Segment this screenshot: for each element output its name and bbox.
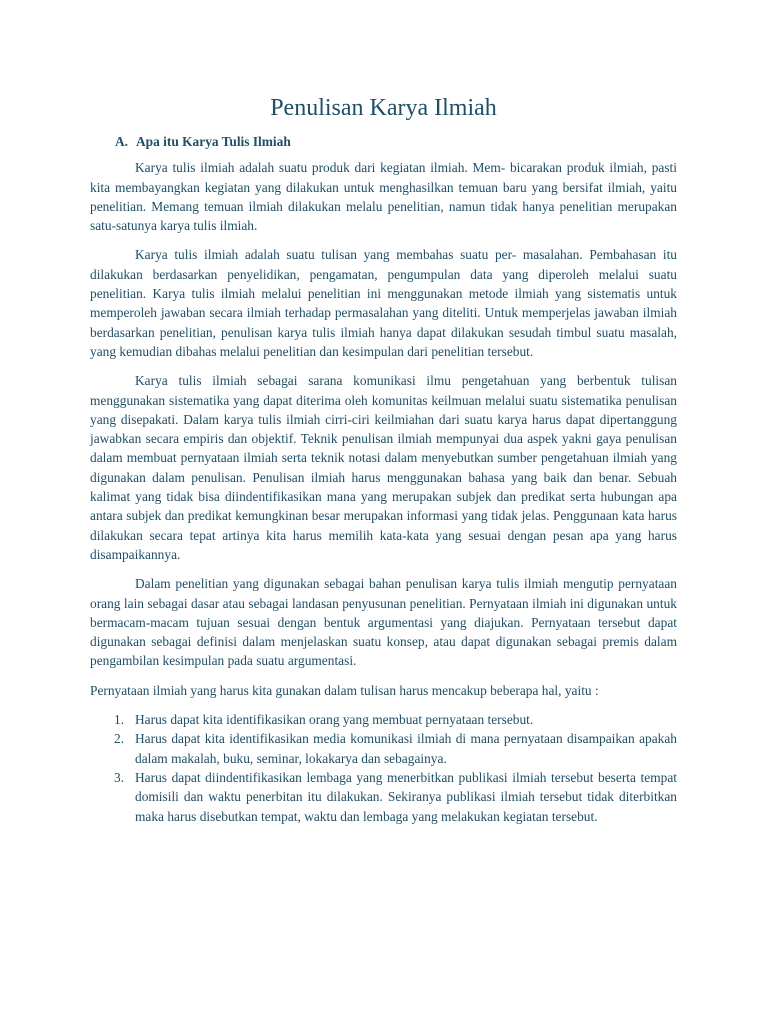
paragraph: Karya tulis ilmiah adalah suatu tulisan yang membahas suatu per- masalahan. Pembahasan itu dilakukan berdasarkan penyelidikan, pengamatan, pengumpulan data yang diperoleh melalui suatu penelitian. Karya tulis ilmiah melalui penelitian ini menggunakan metode ilmiah yang sistematis untuk memperoleh jawaban secara ilmiah terhadap permasalahan yang diteliti. Untuk memperjelas jawaban ilmiah berdasarkan penelitian, penulisan karya tulis ilmiah hanya dapat dilakukan sesudah timbul suatu masalah, yang kemudian dibahas melalui penelitian dan kesimpulan dari penelitian tersebut. xyxy=(90,247,677,359)
list-item-text: Harus dapat diindentifikasikan lembaga yang menerbitkan publikasi ilmiah tersebut beserta tempat domisili dan waktu penerbitan itu dilakukan. Sekiranya publikasi ilmiah tersebut tidak diterbitkan maka harus disebutkan tempat, waktu dan lembaga yang melakukan kegiatan tersebut. xyxy=(135,769,677,824)
list-intro: Pernyataan ilmiah yang harus kita gunakan dalam tulisan harus mencakup beberapa hal, yaitu : xyxy=(90,682,599,698)
section-heading xyxy=(90,132,677,151)
document-title: Penulisan Karya Ilmiah xyxy=(270,95,497,121)
paragraph: Karya tulis ilmiah adalah suatu produk dari kegiatan ilmiah. Mem- bicarakan produk ilmiah, pasti kita membayangkan kegiatan yang dilakukan untuk menghasilkan temuan baru yang bersifat ilmiah, yaitu penelitian. Memang temuan ilmiah dilakukan melalu penelitian, namun tidak hanya penelitian merupakan satu-satunya karya tulis ilmiah. xyxy=(90,160,677,234)
list-item-text: Harus dapat kita identifikasikan orang yang membuat pernyataan tersebut. xyxy=(135,712,534,728)
list-item xyxy=(90,768,677,826)
list-item-number: 3. xyxy=(114,769,125,785)
list-item-number: 1. xyxy=(114,712,125,728)
list-item xyxy=(90,710,677,729)
section-marker: A. xyxy=(115,134,129,149)
section-heading-text: Apa itu Karya Tulis Ilmiah xyxy=(136,134,291,149)
list-item xyxy=(90,729,677,768)
requirements-list xyxy=(90,710,677,826)
paragraph: Dalam penelitian yang digunakan sebagai bahan penulisan karya tulis ilmiah mengutip pernyataan orang lain sebagai dasar atau sebagai landasan penyusunan penelitian. Pernyataan ilmiah ini digunakan untuk bermacam-macam tujuan sesuai dengan bentuk argumentasi yang diajukan. Pernyataan tersebut dapat digunakan sebagai definisi dalam menjelaskan suatu konsep, atau dapat digunakan sebagai premis dalam pengambilan kesimpulan pada suatu argumentasi. xyxy=(90,576,677,669)
paragraph: Karya tulis ilmiah sebagai sarana komunikasi ilmu pengetahuan yang berbentuk tulisan menggunakan sistematika yang dapat diterima oleh komunitas keilmuan melalui suatu sistematika penulisan yang disepakati. Dalam karya tulis ilmiah cirri-ciri keilmiahan dari suatu karya harus dapat dipertanggung jawabkan secara empiris dan objektif. Teknik penulisan ilmiah mempunyai dua aspek yakni gaya penulisan dalam membuat pernyataan ilmiah serta teknik notasi dalam menyebutkan sumber pengetahuan ilmiah yang digunakan dalam penulisan. Penulisan ilmiah harus menggunakan bahasa yang baik dan benar. Sebuah kalimat yang tidak bisa diindentifikasikan mana yang merupakan subjek dan predikat serta hubungan apa antara subjek dan predikat kemungkinan besar merupakan informasi yang tidak jelas. Penggunaan kata harus dilakukan secara tepat artinya kita harus memilih kata-kata yang sesuai dengan pesan apa yang harus disampaikannya. xyxy=(90,373,677,562)
list-item-number: 2. xyxy=(114,731,125,747)
list-item-text: Harus dapat kita identifikasikan media komunikasi ilmiah di mana pernyataan disampaikan apakah dalam makalah, buku, seminar, lokakarya dan sebagainya. xyxy=(135,731,677,766)
document-page xyxy=(90,91,677,826)
